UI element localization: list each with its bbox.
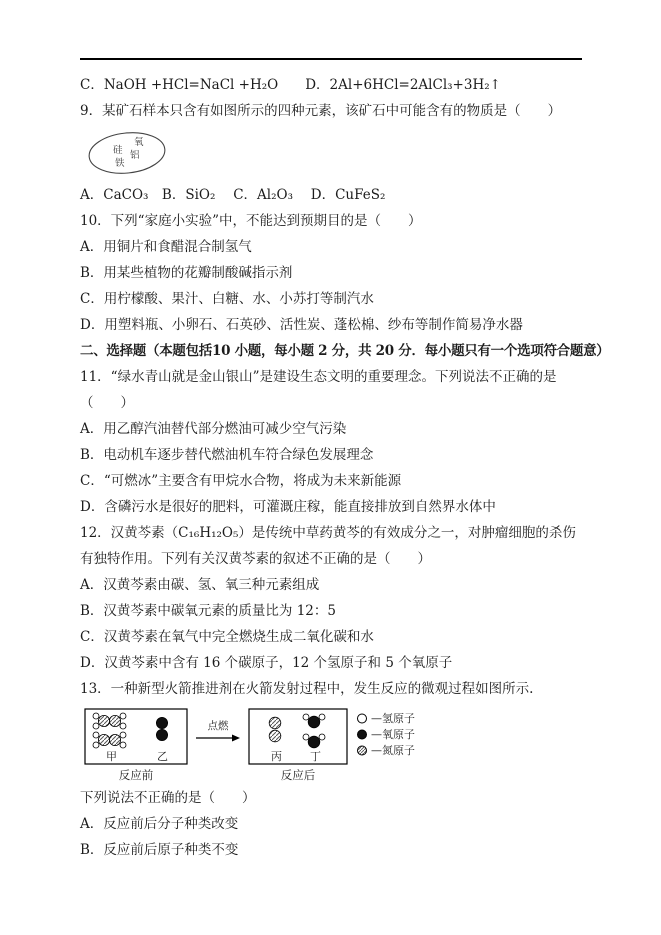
question-13-option-b: B．反应前后原子种类不变 — [80, 842, 239, 858]
question-10-option-b: B．用某些植物的花瓣制酸碱指示剂 — [80, 265, 293, 281]
right-arrow-icon — [195, 733, 241, 743]
question-11-stem: 11．“绿水青山就是金山银山”是建设生态文明的重要理念。下列说法不正确的是（ ） — [80, 369, 557, 411]
nitrogen-molecule-icon — [269, 717, 281, 742]
oxygen-atom-icon — [355, 728, 369, 741]
reactants-column — [84, 708, 188, 783]
products-column — [248, 708, 348, 783]
ore-element-label: 硅 — [113, 145, 123, 156]
ore-element-label: 氧 — [134, 137, 144, 148]
answer-line-prev-question: C．NaOH +HCl=NaCl +H₂O D．2Al+6HCl=2AlCl₃+3H₂↑ — [80, 77, 501, 93]
question-11-option-d: D．含磷污水是很好的肥料，可灌溉庄稼，能直接排放到自然界水体中 — [80, 499, 496, 515]
question-11-option-b: B．电动机车逐步替代燃油机车符合绿色发展理念 — [80, 447, 374, 463]
ignite-label: 点燃 — [207, 720, 229, 732]
legend-label: —氧原子 — [371, 728, 415, 741]
products-box-border — [249, 709, 347, 764]
molecule-label-bing: 丙 — [271, 750, 282, 763]
legend-item-hydrogen — [355, 712, 415, 725]
products-box — [248, 708, 348, 766]
reaction-diagram — [84, 708, 582, 783]
document-body — [80, 58, 610, 863]
question-12-option-c: C．汉黄芩素在氧气中完全燃烧生成二氧化碳和水 — [80, 629, 374, 645]
question-9-stem: 9．某矿石样本只含有如图所示的四种元素，该矿石中可能含有的物质是（ ） — [80, 103, 562, 119]
hydrogen-atom-icon — [355, 712, 369, 725]
question-12-option-b: B．汉黄芩素中碳氧元素的质量比为 12：5 — [80, 603, 336, 619]
legend-item-oxygen — [355, 728, 415, 741]
legend-label: —氢原子 — [371, 712, 415, 725]
water-molecule-icon — [303, 734, 325, 748]
question-13-followup: 下列说法不正确的是（ ） — [80, 790, 256, 806]
ore-ellipse-outline — [87, 129, 167, 177]
molecule-label-yi: 乙 — [157, 750, 168, 763]
question-10-stem: 10．下列“家庭小实验”中，不能达到预期目的是（ ） — [80, 213, 422, 229]
ore-element-label: 铁 — [115, 158, 125, 169]
oxygen-molecule-icon — [156, 717, 167, 740]
legend-label: —氮原子 — [371, 744, 415, 757]
ignite-arrow-group — [195, 720, 241, 743]
question-10-option-a: A．用铜片和食醋混合制氢气 — [80, 239, 252, 255]
question-9-options: A．CaCO₃ B．SiO₂ C．Al₂O₃ D．CuFeS₂ — [80, 187, 386, 203]
hydrazine-molecule-icon — [93, 713, 126, 729]
after-reaction-caption: 反应后 — [280, 768, 316, 782]
question-12-stem: 12．汉黄芩素（C₁₆H₁₂O₅）是传统中草药黄芩的有效成分之一，对肿瘤细胞的杀伤有独特作用。下列有关汉黄芩素的叙述不正确的是（ ） — [80, 525, 576, 567]
legend-item-nitrogen — [355, 744, 415, 757]
header-rule — [80, 58, 582, 60]
question-11-option-a: A．用乙醇汽油替代部分燃油可减少空气污染 — [80, 421, 347, 437]
question-13-stem: 13．一种新型火箭推进剂在火箭发射过程中，发生反应的微观过程如图所示. — [80, 681, 534, 697]
question-11-option-c: C．“可燃冰”主要含有甲烷水合物，将成为未来新能源 — [80, 473, 402, 489]
ore-figure — [84, 126, 582, 180]
question-10-option-c: C．用柠檬酸、果汁、白糖、水、小苏打等制汽水 — [80, 291, 374, 307]
ore-ellipse-figure — [84, 126, 170, 180]
hydrazine-molecule-icon — [93, 732, 126, 748]
ore-element-label: 铝 — [130, 150, 140, 161]
water-molecule-icon — [303, 714, 325, 728]
molecule-label-ding: 丁 — [310, 750, 321, 763]
atom-legend — [355, 712, 415, 757]
nitrogen-atom-icon — [355, 744, 369, 757]
question-12-option-d: D．汉黄芩素中含有 16 个碳原子，12 个氢原子和 5 个氧原子 — [80, 655, 453, 671]
question-12-option-a: A．汉黄芩素由碳、氢、氧三种元素组成 — [80, 577, 320, 593]
section-2-heading: 二、选择题（本题包括10 小题，每小题 2 分，共 20 分．每小题只有一个选项符合题意） — [80, 343, 610, 359]
molecule-label-jia: 甲 — [106, 750, 117, 763]
reactants-box — [84, 708, 188, 766]
question-13-option-a: A．反应前后分子种类改变 — [80, 816, 239, 832]
question-10-option-d: D．用塑料瓶、小卵石、石英砂、活性炭、蓬松棉、纱布等制作简易净水器 — [80, 317, 523, 333]
before-reaction-caption: 反应前 — [118, 768, 154, 782]
